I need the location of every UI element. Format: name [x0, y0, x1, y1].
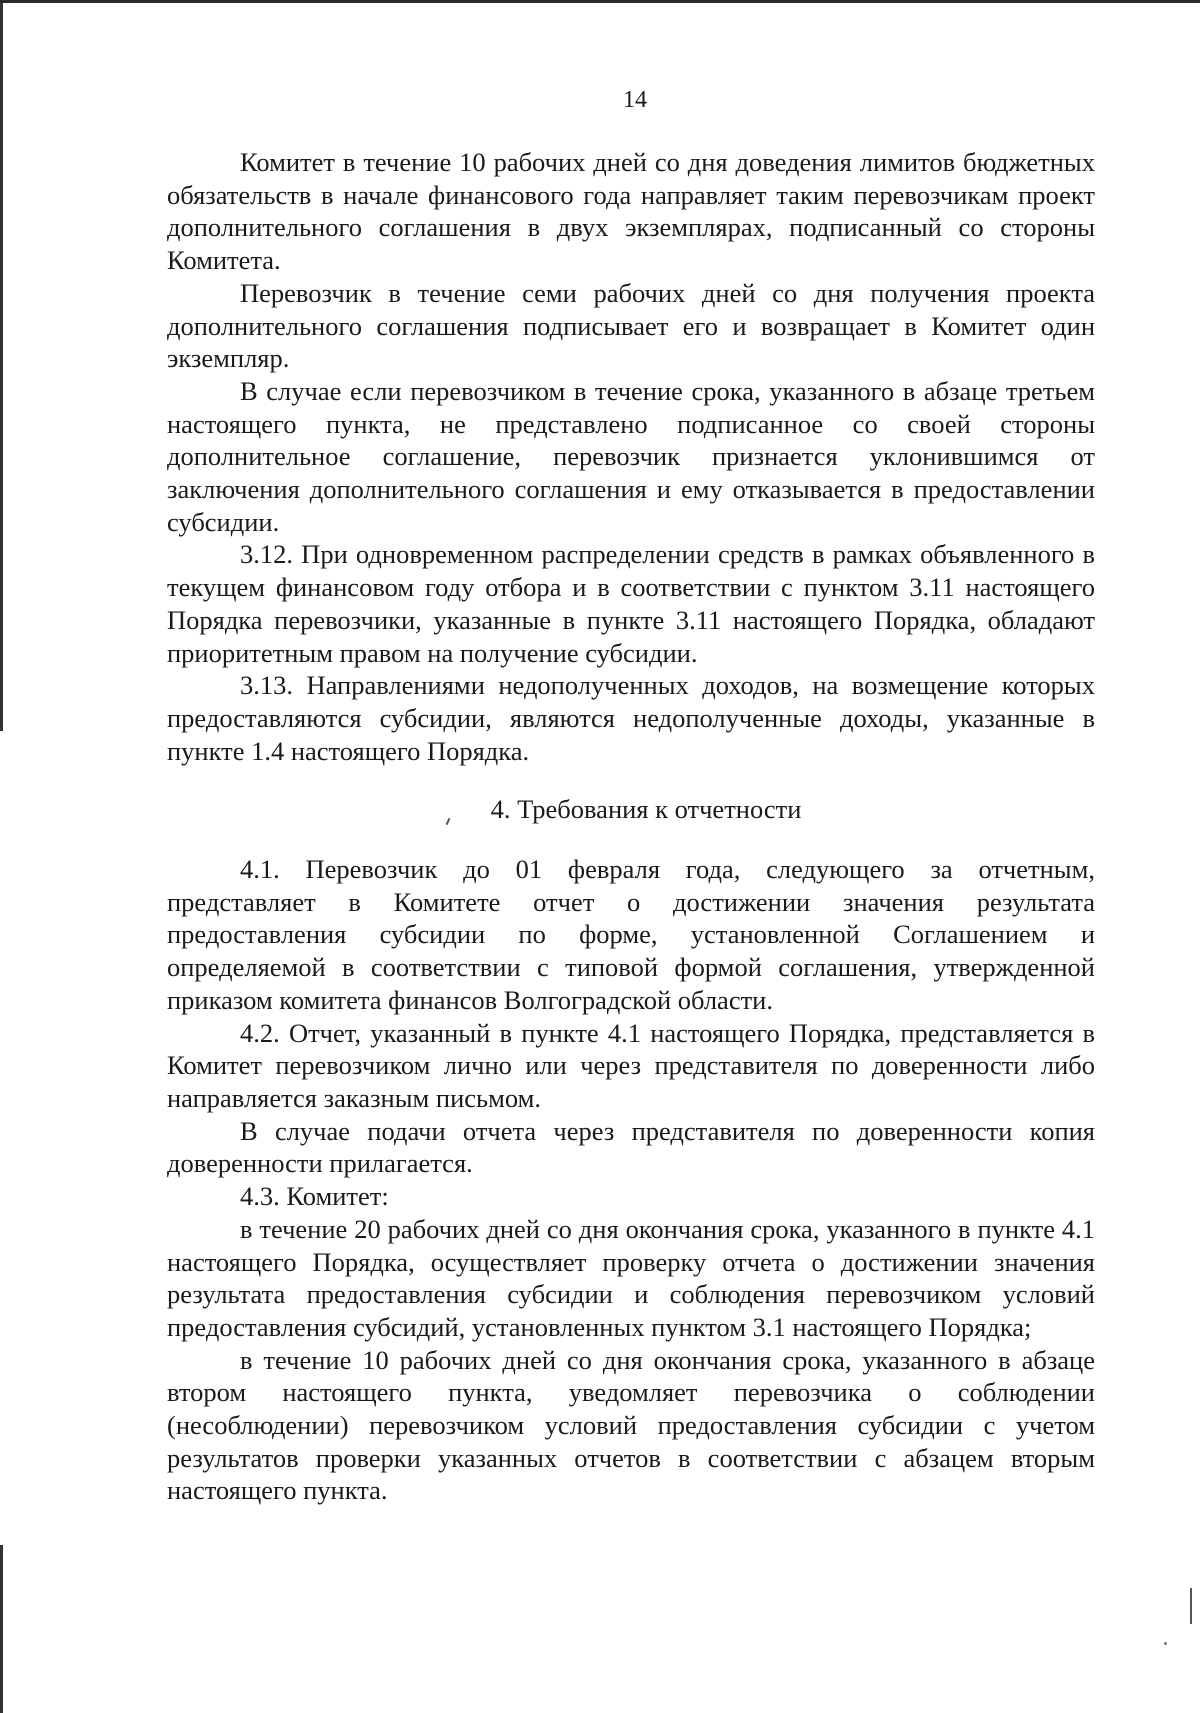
document-body	[167, 146, 1095, 1507]
paragraph: 4.1. Перевозчик до 01 февраля года, следующего за отчетным, представляет в Комитете отчет о достижении значения результата предоставления субсидии по форме, установленной Соглашением и определяемой в соответствии с типовой формой соглашения, утвержденной приказом комитета финансов Волгоградской области.	[167, 854, 1095, 1015]
scan-top-edge	[0, 0, 1200, 3]
scan-right-edge-mark	[1190, 1588, 1192, 1624]
paragraph: Перевозчик в течение семи рабочих дней со дня получения проекта дополнительного соглашения подписывает его и возвращает в Комитет один экземпляр.	[167, 277, 1095, 374]
paragraph: 3.12. При одновременном распределении средств в рамках объявленного в текущем финансовом году отбора и в соответствии с пунктом 3.11 настоящего Порядка перевозчики, указанные в пункте 3.11 настоящего Порядка, обладают приоритетным правом на получение субсидии.	[167, 539, 1095, 668]
paragraph: 4.3. Комитет:	[240, 1181, 389, 1212]
scan-artifact-dot	[1164, 1642, 1167, 1645]
paragraph: в течение 20 рабочих дней со дня окончания срока, указанного в пункте 4.1 настоящего Порядка, осуществляет проверку отчета о достижении значения результата предоставления субсидии и соблюдения перевозчиком условий предоставления субсидий, установленных пунктом 3.1 настоящего Порядка;	[167, 1213, 1095, 1342]
paragraph: В случае подачи отчета через представителя по доверенности копия доверенности прилагается.	[167, 1115, 1095, 1179]
paragraph: Комитет в течение 10 рабочих дней со дня доведения лимитов бюджетных обязательств в начале финансового года направляет таким перевозчикам проект дополнительного соглашения в двух экземплярах, подписанный со стороны Комитета.	[167, 147, 1095, 276]
section-heading: 4. Требования к отчетности	[490, 794, 802, 825]
paragraph: 4.2. Отчет, указанный в пункте 4.1 настоящего Порядка, представляется в Комитет перевозчиком лично или через представителя по доверенности либо направляется заказным письмом.	[167, 1017, 1095, 1113]
scan-left-edge-mark	[0, 1545, 3, 1713]
page-number: 14	[623, 87, 647, 113]
paragraph: в течение 10 рабочих дней со дня окончания срока, указанного в абзаце втором настоящего пункта, уведомляет перевозчика о соблюдении (несоблюдении) перевозчиком условий предоставления субсидии с учетом результатов проверки указанных отчетов в соответствии с абзацем вторым настоящего пункта.	[167, 1344, 1095, 1506]
paragraph: В случае если перевозчиком в течение срока, указанного в абзаце третьем настоящего пункта, не представлено подписанное со своей стороны дополнительное соглашение, перевозчик признается уклонившимся от заключения дополнительного соглашения и ему отказывается в предоставлении субсидии.	[167, 375, 1095, 537]
paragraph: 3.13. Направлениями недополученных доходов, на возмещение которых предоставляются субсидии, являются недополученные доходы, указанные в пункте 1.4 настоящего Порядка.	[167, 670, 1095, 766]
